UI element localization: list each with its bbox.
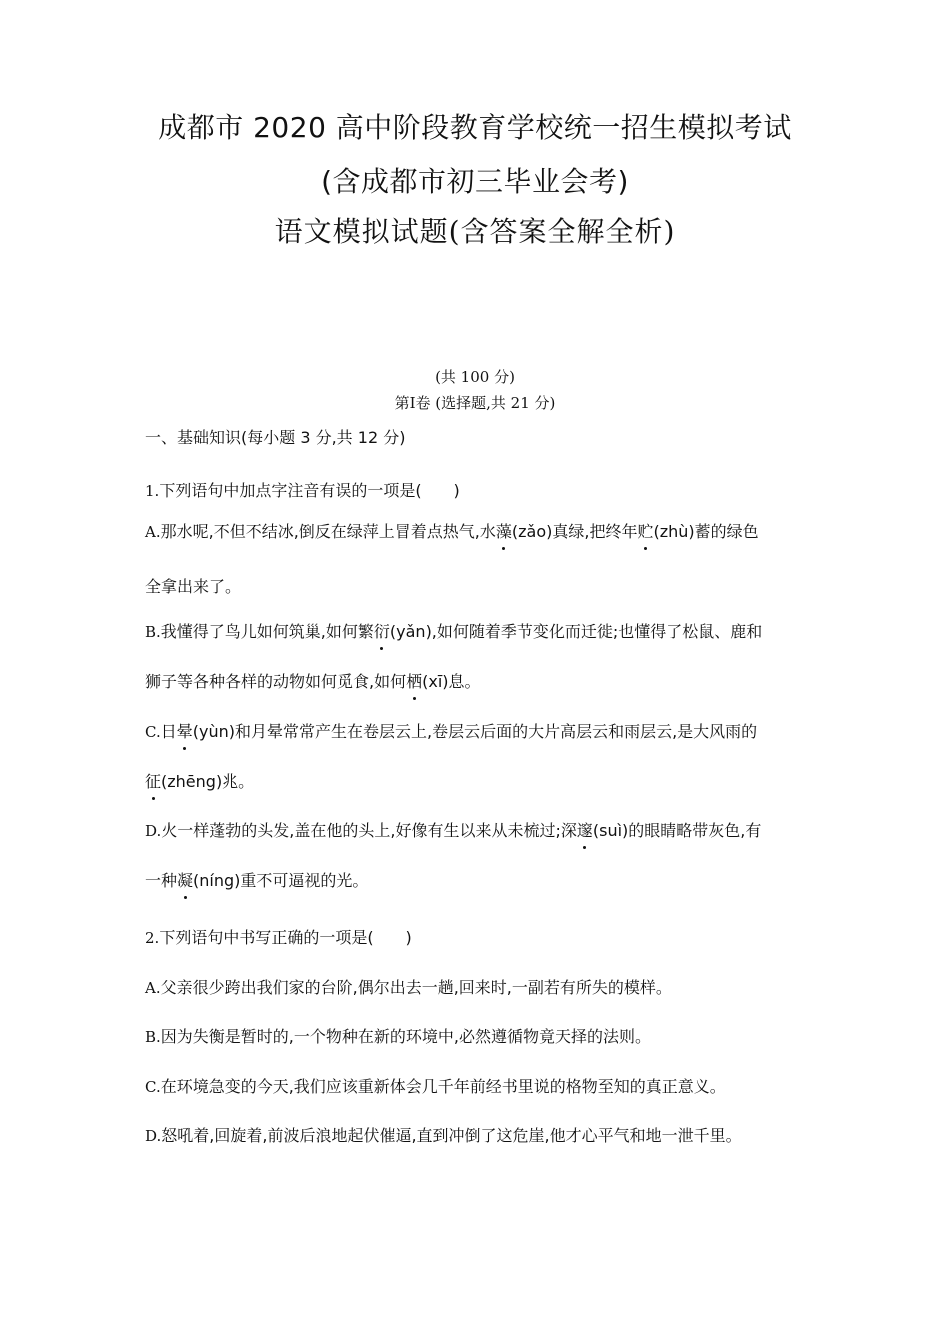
option-text: 狮子等各种各样的动物如何觅食,如何 [145,672,407,691]
volume-info: 第Ⅰ卷 (选择题,共 21 分) [394,394,556,412]
question-1-option-d [145,819,815,843]
question-1-option-c [145,720,815,744]
question-1-option-a [145,520,815,544]
question-number: 2. [145,929,160,947]
option-text: 父亲很少跨出我们家的台阶,偶尔出去一趟,回来时,一副若有所失的模样。 [160,978,672,997]
option-letter: A. [145,523,161,541]
question-1-option-a-continuation: 全拿出来了。 [145,577,242,596]
question-2-option-a [145,976,815,1000]
dotted-character: 藻 [496,520,512,544]
question-number: 1. [145,482,160,500]
option-text: (zhēng)兆。 [161,772,255,791]
option-text: (zhù)蓄的绿色 [653,522,759,541]
question-2-option-c [145,1075,815,1099]
option-text: 怒吼着,回旋着,前波后浪地起伏催逼,直到冲倒了这危崖,他才心平气和地一泄千里。 [161,1126,742,1145]
option-letter: B. [145,1028,161,1046]
option-text: (níng)重不可逼视的光。 [193,871,369,890]
option-text: 我懂得了鸟儿如何筑巢,如何繁 [160,622,374,641]
dotted-character: 衍 [374,620,390,644]
dotted-character: 凝 [177,869,193,893]
exam-paper-name: 语文模拟试题(含答案全解全析) [274,215,676,248]
question-1-option-c-continuation [145,770,815,794]
option-letter: B. [145,623,161,641]
option-text: (xī)息。 [422,672,481,691]
question-1-option-d-continuation [145,869,815,893]
option-text: 因为失衡是暂时的,一个物种在新的环境中,必然遵循物竟天择的法则。 [160,1027,651,1046]
exam-title: 成都市 2020 高中阶段教育学校统一招生模拟考试 [158,111,792,144]
question-2-option-b [145,1025,815,1049]
option-text: 日 [160,722,177,741]
option-text: (yǎn),如何随着季节变化而迁徙;也懂得了松鼠、鹿和 [389,622,763,641]
section-heading: 一、基础知识(每小题 3 分,共 12 分) [145,428,406,447]
question-text: 下列语句中书写正确的一项是( ) [159,928,412,947]
option-letter: C. [145,723,161,741]
option-text: (yùn)和月晕常常产生在卷层云上,卷层云后面的大片高层云和雨层云,是大风雨的 [192,722,758,741]
option-letter: D. [145,822,162,840]
question-text: 下列语句中加点字注音有误的一项是( ) [159,481,460,500]
question-1-stem [145,479,815,503]
option-letter: C. [145,1078,161,1096]
option-letter: D. [145,1127,162,1145]
question-1-option-b-continuation [145,670,815,694]
total-score: (共 100 分) [435,368,515,386]
option-letter: A. [145,979,161,997]
exam-subtitle: (含成都市初三毕业会考) [321,165,629,198]
option-text: (suì)的眼睛略带灰色,有 [592,821,762,840]
option-text: 在环境急变的今天,我们应该重新体会几千年前经书里说的格物至知的真正意义。 [160,1077,726,1096]
question-2-option-d [145,1124,815,1148]
question-1-option-b [145,620,815,644]
question-2-stem [145,926,815,950]
dotted-character: 晕 [177,720,193,744]
option-text: (zǎo)真绿,把终年 [511,522,638,541]
dotted-character: 栖 [406,670,422,694]
dotted-character: 贮 [637,520,653,544]
dotted-character: 邃 [577,819,593,843]
dotted-character: 征 [145,770,161,794]
option-text: 一种 [145,871,178,890]
option-text: 那水呢,不但不结冰,倒反在绿萍上冒着点热气,水 [160,522,496,541]
option-text: 火一样蓬勃的头发,盖在他的头上,好像有生以来从未梳过;深 [161,821,577,840]
